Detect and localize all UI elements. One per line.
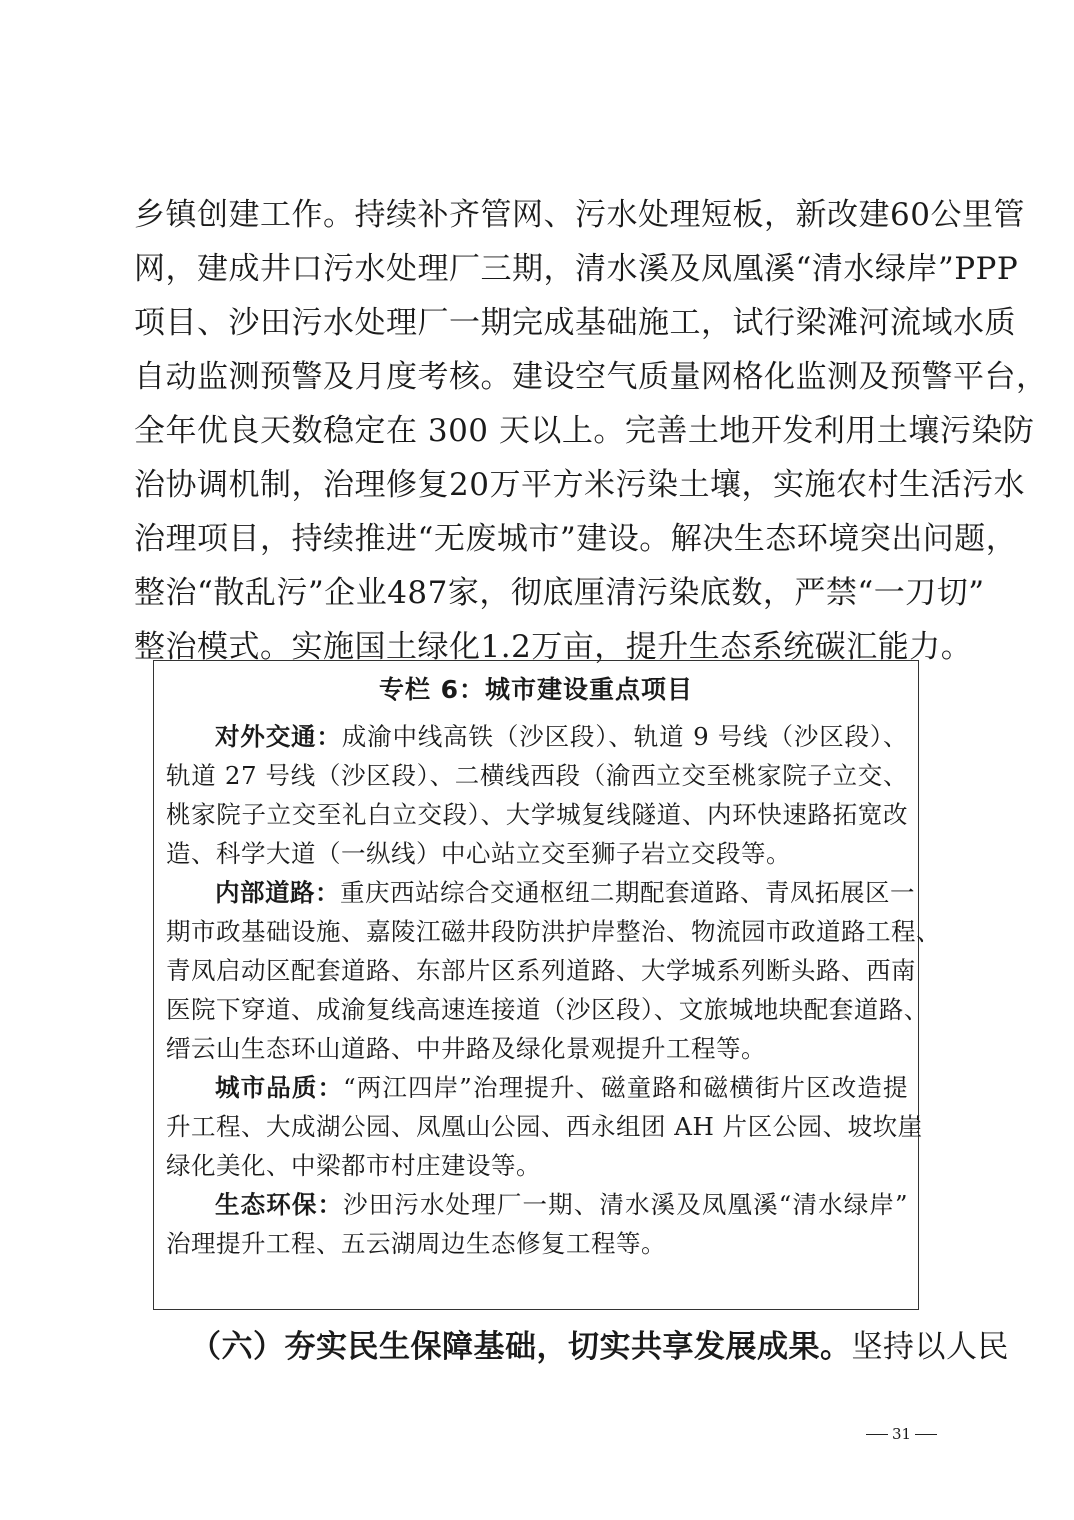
box-text: 沙田污水处理厂一期、清水溪及凤凰溪“清水绿岸” [343, 1190, 908, 1219]
section-heading: （六）夯实民生保障基础，切实共享发展成果。 [190, 1329, 852, 1365]
box-line: 桃家院子立交至礼白立交段）、大学城复线隧道、内环快速路拓宽改 [166, 800, 908, 829]
body-line: 治理项目，持续推进“无废城市”建设。解决生态环境突出问题， [134, 521, 1018, 557]
box-title: 专栏 6：城市建设重点项目 [378, 675, 694, 704]
box-line: 期市政基础设施、嘉陵江磁井段防洪护岸整治、物流园市政道路工程、 [166, 917, 941, 946]
box-text: 重庆西站综合交通枢纽二期配套道路、青凤拓展区一 [340, 878, 915, 907]
section-text: 坚持以人民 [851, 1329, 1009, 1365]
internal-roads-label: 内部道路： [215, 878, 340, 907]
feature-box [153, 660, 941, 1310]
body-line: 自动监测预警及月度考核。建设空气质量网格化监测及预警平台， [134, 359, 1048, 395]
box-line: 医院下穿道、成渝复线高速连接道（沙区段）、文旅城地块配套道路、 [166, 995, 929, 1024]
page-number [866, 1424, 946, 1444]
box-line: 治理提升工程、五云湖周边生态修复工程等。 [166, 1229, 666, 1258]
box-line [166, 717, 908, 756]
body-line: 整治模式。实施国土绿化1.2万亩，提升生态系统碳汇能力。 [134, 629, 973, 665]
box-line: 升工程、大成湖公园、凤凰山公园、西永组团 AH 片区公园、坡坎崖 [166, 1112, 923, 1141]
box-line: 轨道 27 号线（沙区段）、二横线西段（渝西立交至桃家院子立交、 [166, 761, 908, 790]
box-line: 缙云山生态环山道路、中井路及绿化景观提升工程等。 [166, 1034, 766, 1063]
box-text: 成渝中线高铁（沙区段）、轨道 9 号线（沙区段）、 [341, 722, 908, 751]
external-transport-label: 对外交通： [215, 722, 342, 751]
box-line [166, 1068, 908, 1107]
box-line: 青凤启动区配套道路、东部片区系列道路、大学城系列断头路、西南 [166, 956, 916, 985]
section-heading-line [190, 1320, 1009, 1374]
page-number-right-dash [915, 1434, 937, 1435]
body-line: 项目、沙田污水处理厂一期完成基础施工，试行梁滩河流域水质 [134, 305, 1016, 341]
body-line: 全年优良天数稳定在 300 天以上。完善土地开发利用土壤污染防 [134, 413, 1035, 449]
page-number-value: 31 [892, 1425, 912, 1443]
box-line [166, 1185, 908, 1224]
eco-protection-label: 生态环保： [215, 1190, 344, 1219]
box-text: “两江四岸”治理提升、磁童路和磁横街片区改造提 [343, 1073, 908, 1102]
body-line: 整治“散乱污”企业487家，彻底厘清污染底数，严禁“一刀切” [134, 575, 985, 611]
box-line [166, 873, 915, 912]
box-line: 绿化美化、中梁都市村庄建设等。 [166, 1151, 541, 1180]
page-number-left-dash [866, 1434, 888, 1435]
body-paragraph [134, 188, 1048, 674]
box-content [166, 717, 941, 1263]
body-line: 治协调机制，治理修复20万平方米污染土壤，实施农村生活污水 [134, 467, 1025, 503]
box-line: 造、科学大道（一纵线）中心站立交至狮子岩立交段等。 [166, 839, 791, 868]
body-line: 网，建成井口污水处理厂三期，清水溪及凤凰溪“清水绿岸”PPP [134, 251, 1019, 287]
body-line: 乡镇创建工作。持续补齐管网、污水处理短板，新改建60公里管 [134, 197, 1025, 233]
city-quality-label: 城市品质： [215, 1073, 344, 1102]
